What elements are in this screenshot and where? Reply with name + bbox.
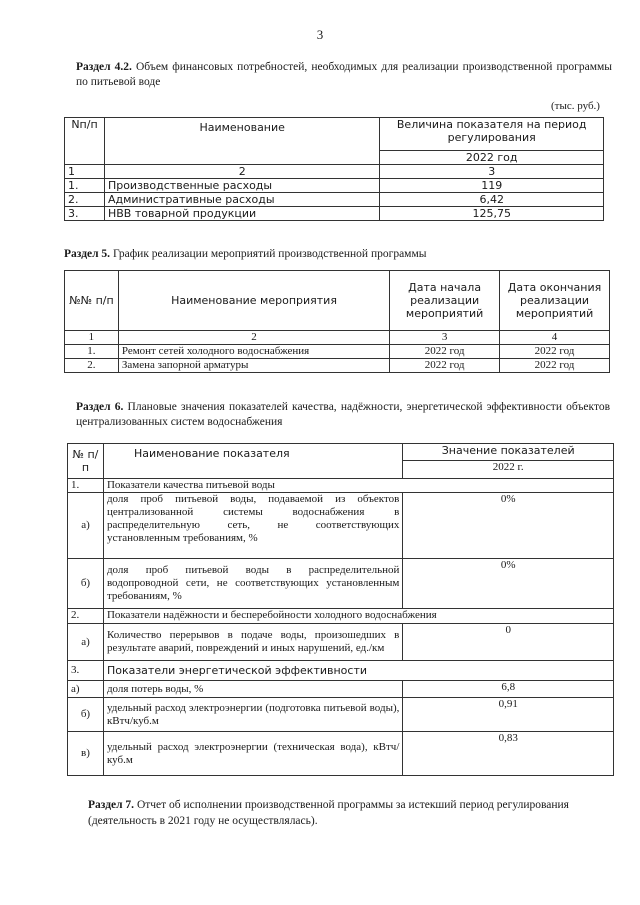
- header-value: Значение показателей: [403, 444, 614, 461]
- index-cell: 1: [65, 165, 105, 179]
- header-end: Дата окончания реализации мероприятий: [500, 271, 610, 331]
- row-num: б): [68, 559, 104, 609]
- table-row: [65, 331, 610, 345]
- index-cell: 2: [118, 331, 389, 345]
- row-value: 119: [380, 179, 604, 193]
- row-name: доля проб питьевой воды, подаваемой из объектов централизованной системы водоснабжения в распределительную сеть, не соответствующих установленным требованиям, %: [103, 493, 402, 559]
- table-row: [68, 732, 614, 776]
- section-5-heading: [64, 247, 604, 262]
- table-row: [68, 559, 614, 609]
- row-num: а): [68, 493, 104, 559]
- table-row: [68, 493, 614, 559]
- row-value: 0,83: [403, 732, 614, 776]
- index-cell: 1: [65, 331, 119, 345]
- group-num: 3.: [68, 661, 104, 681]
- row-num: а): [68, 624, 104, 661]
- header-name: Наименование показателя: [103, 444, 402, 479]
- row-start: 2022 год: [390, 345, 500, 359]
- section-4-2-heading: [76, 60, 612, 90]
- header-num: №№ п/п: [65, 271, 119, 331]
- table-row: [68, 479, 614, 493]
- row-name: удельный расход электроэнергии (техническая вода), кВтч/куб.м: [103, 732, 402, 776]
- section-5-title: График реализации мероприятий производственной программы: [112, 248, 427, 260]
- header-year: 2022 год: [380, 151, 604, 165]
- schedule-table: [64, 270, 610, 373]
- index-cell: 4: [500, 331, 610, 345]
- row-end: 2022 год: [500, 345, 610, 359]
- section-6-heading: [76, 400, 610, 430]
- group-title: Показатели надёжности и бесперебойности холодного водоснабжения: [103, 609, 613, 624]
- section-4-2-label: Раздел 4.2.: [76, 61, 132, 73]
- row-value: 0%: [403, 559, 614, 609]
- section-6-label: Раздел 6.: [76, 401, 124, 413]
- row-value: 0: [403, 624, 614, 661]
- index-cell: 3: [380, 165, 604, 179]
- group-title: Показатели энергетической эффективности: [103, 661, 613, 681]
- row-value: 125,75: [380, 207, 604, 221]
- table-row: [65, 165, 604, 179]
- row-value: 6,8: [403, 681, 614, 698]
- table-row: [68, 681, 614, 698]
- row-name: НВВ товарной продукции: [104, 207, 379, 221]
- row-num: 2.: [65, 359, 119, 373]
- row-num: 3.: [65, 207, 105, 221]
- table-row: [65, 345, 610, 359]
- unit-label: (тыс. руб.): [551, 100, 600, 112]
- table-row: [68, 661, 614, 681]
- row-name: Количество перерывов в подаче воды, произошедших в результате аварий, повреждений и иных нарушений, ед./км: [103, 624, 402, 661]
- header-num: Nп/п: [65, 118, 105, 165]
- section-4-2-title: Объем финансовых потребностей, необходимых для реализации производственной программы по питьевой воде: [76, 61, 612, 88]
- section-5-label: Раздел 5.: [64, 248, 111, 260]
- group-title: Показатели качества питьевой воды: [103, 479, 613, 493]
- section-7-label: Раздел 7.: [88, 799, 135, 811]
- table-row: [68, 609, 614, 624]
- section-6-title: Плановые значения показателей качества, надёжности, энергетической эффективности объектов централизованных систем водоснабжения: [76, 401, 611, 428]
- row-name: Административные расходы: [104, 193, 379, 207]
- index-cell: 3: [390, 331, 500, 345]
- index-cell: 2: [104, 165, 379, 179]
- page-number: 3: [316, 27, 324, 42]
- row-num: 1.: [65, 345, 119, 359]
- row-value: 0%: [403, 493, 614, 559]
- row-num: в): [68, 732, 104, 776]
- row-start: 2022 год: [390, 359, 500, 373]
- row-num: 1.: [65, 179, 105, 193]
- header-value: Величина показателя на период регулирования: [380, 118, 604, 151]
- row-end: 2022 год: [500, 359, 610, 373]
- section-7-paragraph: [88, 797, 608, 829]
- table-row: [65, 359, 610, 373]
- group-num: 1.: [68, 479, 104, 493]
- section-7-text: Отчет об исполнении производственной программы за истекший период регулирования (деятельность в 2021 году не осуществлялась).: [88, 799, 569, 827]
- row-name: доля потерь воды, %: [103, 681, 402, 698]
- row-name: Ремонт сетей холодного водоснабжения: [118, 345, 389, 359]
- row-name: Производственные расходы: [104, 179, 379, 193]
- header-start: Дата начала реализации мероприятий: [390, 271, 500, 331]
- row-num: б): [68, 698, 104, 732]
- row-value: 0,91: [403, 698, 614, 732]
- table-row: [68, 624, 614, 661]
- header-year: 2022 г.: [403, 461, 614, 479]
- row-num: 2.: [65, 193, 105, 207]
- indicators-table: [67, 443, 614, 776]
- financial-table: [64, 117, 604, 221]
- table-row: [65, 207, 604, 221]
- header-num: № п/п: [68, 444, 104, 479]
- header-name: Наименование: [104, 118, 379, 165]
- row-name: Замена запорной арматуры: [118, 359, 389, 373]
- row-value: 6,42: [380, 193, 604, 207]
- row-num: а): [68, 681, 104, 698]
- table-row: [65, 193, 604, 207]
- table-row: [65, 179, 604, 193]
- row-name: доля проб питьевой воды в распределительной водопроводной сети, не соответствующих установленным требованиям, %: [103, 559, 402, 609]
- table-row: [68, 698, 614, 732]
- group-num: 2.: [68, 609, 104, 624]
- header-name: Наименование мероприятия: [118, 271, 389, 331]
- row-name: удельный расход электроэнергии (подготовка питьевой воды), кВтч/куб.м: [103, 698, 402, 732]
